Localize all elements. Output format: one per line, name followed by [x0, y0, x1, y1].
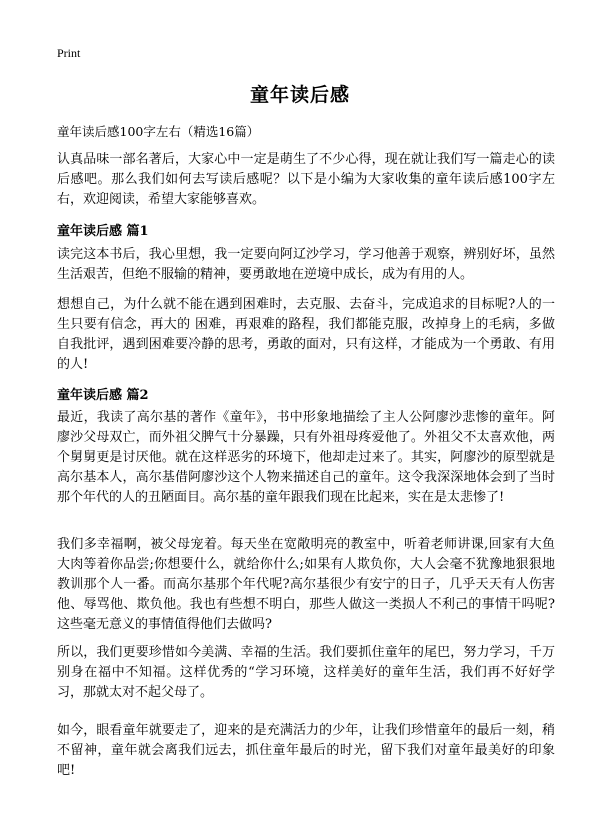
section-2-paragraph-1: 最近，我读了高尔基的著作《童年》，书中形象地描绘了主人公阿廖沙悲惨的童年。阿廖沙父母双亡，而外祖父脾气十分暴躁，只有外祖母疼爱他了。外祖父不太喜欢他，两个舅舅更是讨厌他。就在这样恶劣的环境下，他却走过来了。其实，阿廖沙的原型就是高尔基本人，高尔基借阿廖沙这个人物来描述自己的童年。这令我深深地体会到了当时那个年代的人的丑陋面目。高尔基的童年跟我们现在比起来，实在是太悲惨了!: [57, 410, 555, 505]
document-subtitle: 童年读后感100字左右（精选16篇）: [57, 124, 260, 139]
section-1-paragraph-2: 想想自己，为什么就不能在遇到困难时，去克服、去奋斗，完成追求的目标呢?人的一生只要有信念，再大的 困难，再艰难的路程，我们都能克服，改掉身上的毛病，多做自我批评，遇到困难要冷静的思考，勇敢的面对，只有这样，才能成为一个勇敢、有用的人!: [57, 297, 555, 372]
section-heading-1: 童年读后感 篇1: [57, 224, 149, 239]
section-2-paragraph-3: 所以，我们更要珍惜如今美满、幸福的生活。我们要抓住童年的尾巴，努力学习，千万别身在福中不知福。这样优秀的“学习环境，这样美好的童年生活，我们再不好好学习，那就太对不起父母了。: [57, 645, 555, 700]
section-heading-2: 童年读后感 篇2: [57, 388, 149, 403]
page-title: 童年读后感: [249, 84, 350, 106]
print-link[interactable]: Print: [57, 46, 81, 60]
section-2-paragraph-2: 我们多幸福啊，被父母宠着。每天坐在宽敞明亮的教室中，听着老师讲课,回家有大鱼大肉等着你品尝;你想要什么，就给你什么;如果有人欺负你，大人会毫不犹豫地狠狠地教训那个人一番。而高尔基那个年代呢?高尔基很少有安宁的日子，几乎天天有人伤害他、辱骂他、欺负他。我也有些想不明白，那些人做这一类损人不利己的事情干吗呢?这些毫无意义的事情值得他们去做吗?: [57, 537, 555, 632]
section-1-paragraph-1: 读完这本书后，我心里想，我一定要向阿辽沙学习，学习他善于观察，辨别好坏，虽然生活艰苦，但绝不服输的精神，要勇敢地在逆境中成长，成为有用的人。: [57, 247, 555, 282]
section-2-paragraph-4: 如今，眼看童年就要走了，迎来的是充满活力的少年，让我们珍惜童年的最后一刻，稍不留神，童年就会离我们远去，抓住童年最后的时光，留下我们对童年最美好的印象吧!: [57, 723, 555, 778]
intro-paragraph: 认真品味一部名著后，大家心中一定是萌生了不少心得，现在就让我们写一篇走心的读后感吧。那么我们如何去写读后感呢？以下是小编为大家收集的童年读后感100字左右，欢迎阅读，希望大家能够喜欢。: [57, 152, 555, 207]
